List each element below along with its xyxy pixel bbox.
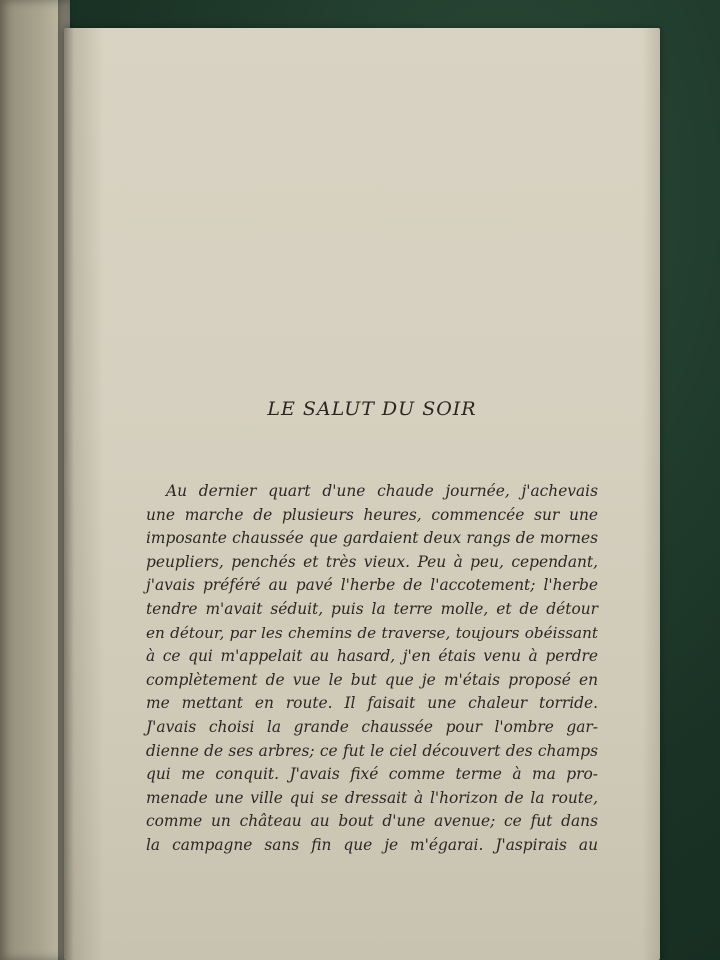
chapter-title: LE SALUT DU SOIR: [267, 398, 477, 420]
book-page: [64, 28, 660, 960]
paragraph: [146, 480, 598, 858]
page-edge-shadow: [642, 28, 660, 960]
text-line: qui me conquit. J'avais fixé comme terme à ma pro-: [146, 765, 598, 784]
text-line: comme un château au bout d'une avenue; ce fut dans: [146, 812, 598, 831]
text-line: Au dernier quart d'une chaude journée, j'achevais: [166, 482, 598, 500]
text-line: complètement de vue le but que je m'étais proposé en: [146, 670, 598, 689]
text-line: la campagne sans fin que je m'égarai. J'aspirais au: [146, 835, 598, 854]
text-line: imposante chaussée que gardaient deux rangs de mornes: [146, 529, 598, 548]
text-line: une marche de plusieurs heures, commencée sur une: [146, 505, 598, 524]
text-line: menade une ville qui se dressait à l'horizon de la route,: [146, 788, 598, 807]
text-line: J'avais choisi la grande chaussée pour l'ombre gar-: [146, 717, 598, 736]
text-line: me mettant en route. Il faisait une chaleur torride.: [146, 694, 598, 713]
text-line: tendre m'avait séduit, puis la terre molle, et de détour: [146, 599, 598, 618]
text-line: à ce qui m'appelait au hasard, j'en étais venu à perdre: [146, 647, 598, 666]
text-line: en détour, par les chemins de traverse, toujours obéissant: [146, 623, 598, 642]
text-line: peupliers, penchés et très vieux. Peu à peu, cependant,: [146, 552, 598, 571]
text-line: j'avais préféré au pavé l'herbe de l'accotement; l'herbe: [146, 576, 598, 595]
text-line: dienne de ses arbres; ce fut le ciel découvert des champs: [146, 741, 598, 760]
book-gutter: [58, 0, 74, 960]
